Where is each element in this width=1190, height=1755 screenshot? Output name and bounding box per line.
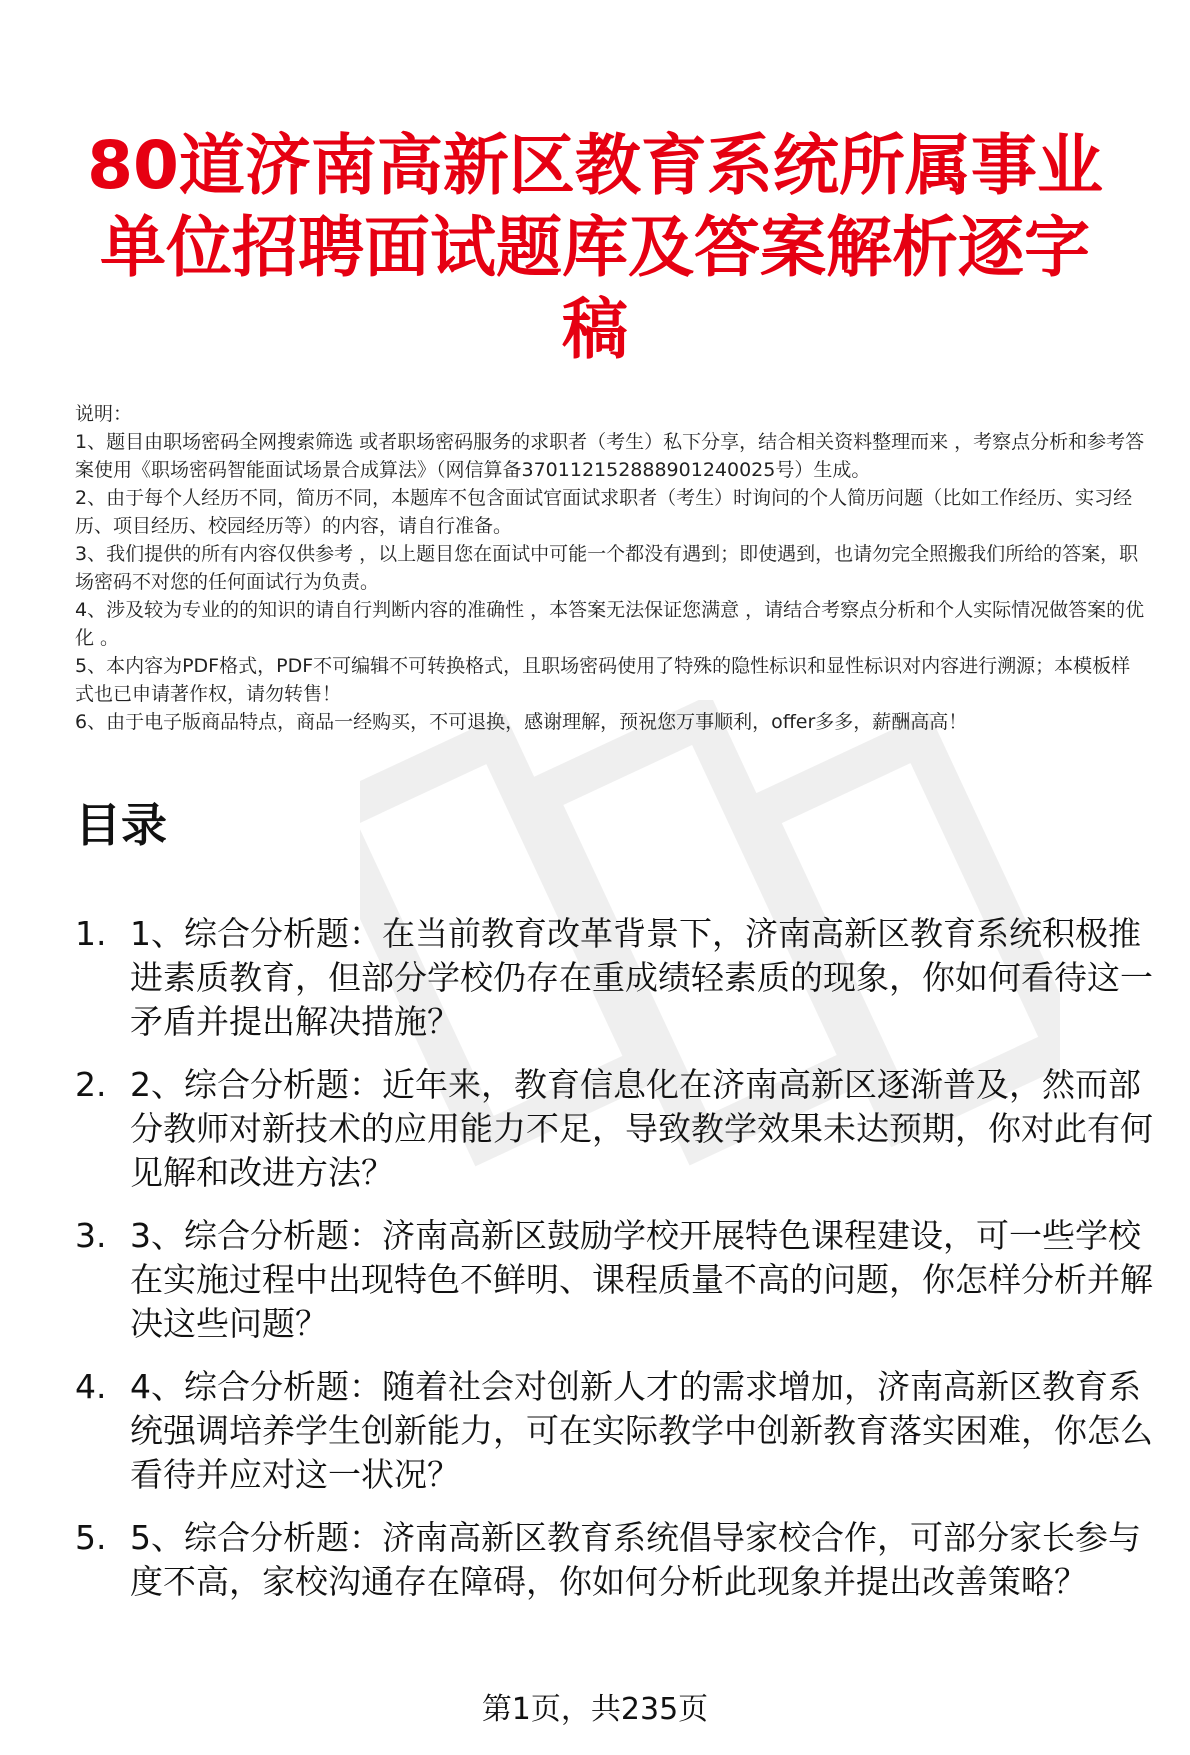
notice-section (75, 400, 1145, 736)
notice-item: 2、由于每个人经历不同，简历不同，本题库不包含面试官面试求职者（考生）时询问的个人简历问题（比如工作经历、实习经历、项目经历、校园经历等）的内容，请自行准备。 (75, 487, 1133, 537)
toc-item-text: 3、综合分析题：济南高新区鼓励学校开展特色课程建设，可一些学校在实施过程中出现特色不鲜明、课程质量不高的问题，你怎样分析并解决这些问题？ (130, 1216, 1153, 1343)
toc-item[interactable] (75, 1365, 1165, 1497)
notice-item: 4、涉及较为专业的的知识的请自行判断内容的准确性 ，本答案无法保证您满意 ，请结合考察点分析和个人实际情况做答案的优化 。 (75, 599, 1145, 649)
notice-item: 6、由于电子版商品特点，商品一经购买，不可退换，感谢理解，预祝您万事顺利，offer多多，薪酬高高！ (75, 711, 968, 733)
toc-item-number: 3. (75, 1216, 107, 1255)
toc-item[interactable] (75, 1214, 1165, 1346)
toc-item-text: 2、综合分析题：近年来，教育信息化在济南高新区逐渐普及，然而部分教师对新技术的应用能力不足，导致教学效果未达预期，你对此有何见解和改进方法？ (130, 1065, 1153, 1192)
toc-item-text: 4、综合分析题：随着社会对创新人才的需求增加，济南高新区教育系统强调培养学生创新能力，可在实际教学中创新教育落实困难，你怎么看待并应对这一状况？ (130, 1367, 1153, 1494)
toc-item-number: 4. (75, 1367, 107, 1406)
toc-item-text: 1、综合分析题：在当前教育改革背景下，济南高新区教育系统积极推进素质教育，但部分学校仍存在重成绩轻素质的现象，你如何看待这一矛盾并提出解决措施？ (130, 914, 1153, 1041)
notice-item: 3、我们提供的所有内容仅供参考 ，以上题目您在面试中可能一个都没有遇到；即使遇到，也请勿完全照搬我们所给的答案，职场密码不对您的任何面试行为负责。 (75, 543, 1139, 593)
page-title: 80道济南高新区教育系统所属事业单位招聘面试题库及答案解析逐字稿 (87, 127, 1103, 368)
page-number: 第1页，共235页 (481, 1692, 709, 1727)
toc-item-number: 2. (75, 1065, 107, 1104)
toc-item[interactable] (75, 1063, 1165, 1195)
toc-list (75, 912, 1165, 1623)
notice-item: 5、本内容为PDF格式，PDF不可编辑不可转换格式，且职场密码使用了特殊的隐性标识和显性标识对内容进行溯源；本模板样式也已申请著作权，请勿转售！ (75, 655, 1131, 705)
toc-heading: 目录 (75, 798, 167, 852)
notice-item: 1、题目由职场密码全网搜索筛选 或者职场密码服务的求职者（考生）私下分享，结合相关资料整理而来 ，考察点分析和参考答案使用《职场密码智能面试场景合成算法》（网信算备370112152888901240025号）生成。 (75, 431, 1145, 481)
toc-item[interactable] (75, 912, 1165, 1044)
notice-heading: 说明： (75, 403, 133, 425)
toc-item-number: 5. (75, 1518, 107, 1557)
toc-item-number: 1. (75, 914, 107, 953)
toc-item-text: 5、综合分析题：济南高新区教育系统倡导家校合作，可部分家长参与度不高，家校沟通存在障碍，你如何分析此现象并提出改善策略？ (130, 1518, 1141, 1601)
toc-item[interactable] (75, 1516, 1165, 1604)
